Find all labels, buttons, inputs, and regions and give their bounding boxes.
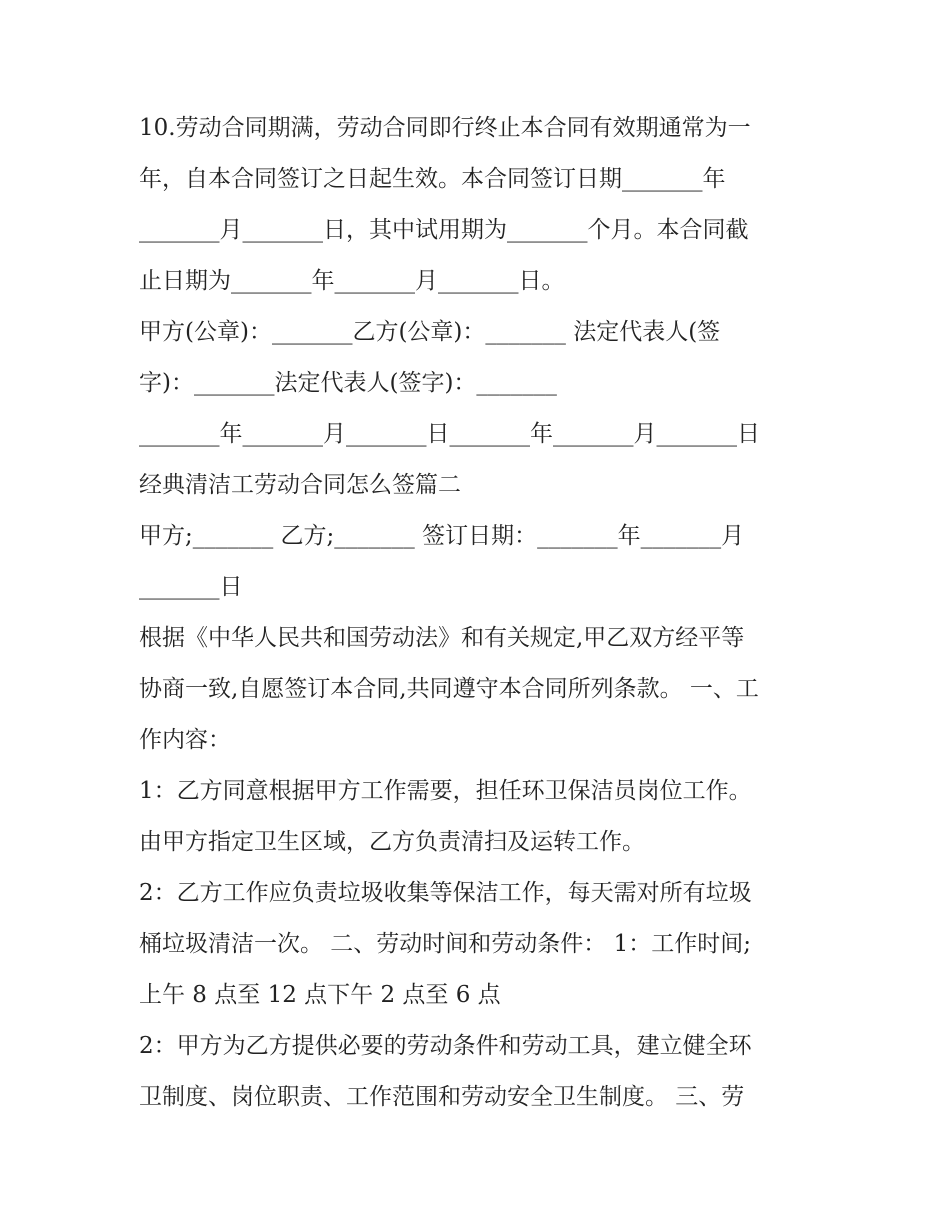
text-line: 甲方;_______ 乙方;_______ 签订日期：_______年_______月 bbox=[139, 523, 745, 549]
text-line: 2：甲方为乙方提供必要的劳动条件和劳动工具，建立健全环 bbox=[139, 1033, 752, 1059]
section-heading: 经典清洁工劳动合同怎么签篇二 bbox=[139, 472, 461, 498]
text-line: _______年_______月_______日_______年_______月_______日 bbox=[139, 421, 760, 447]
text-line: 桶垃圾清洁一次。 二、劳动时间和劳动条件： 1：工作时间; bbox=[139, 931, 752, 957]
text-line: 止日期为_______年_______月_______日。 bbox=[139, 268, 565, 294]
text-line: _______月_______日，其中试用期为_______个月。本合同截 bbox=[139, 217, 749, 243]
text-line: 甲方(公章)：_______乙方(公章)：_______ 法定代表人(签 bbox=[139, 319, 721, 345]
text-line: 卫制度、岗位职责、工作范围和劳动安全卫生制度。 三、劳 bbox=[139, 1084, 745, 1110]
text-line: 字)：_______法定代表人(签字)：_______ bbox=[139, 370, 557, 396]
text-line: 作内容： bbox=[139, 727, 231, 753]
text-line: 年，自本合同签订之日起生效。本合同签订日期_______年 bbox=[139, 166, 726, 192]
text-line: 上午 8 点至 12 点下午 2 点至 6 点 bbox=[139, 982, 501, 1008]
text-line: _______日 bbox=[139, 574, 243, 600]
text-line: 2：乙方工作应负责垃圾收集等保洁工作，每天需对所有垃圾 bbox=[139, 880, 752, 906]
text-line: 根据《中华人民共和国劳动法》和有关规定,甲乙双方经平等 bbox=[139, 625, 745, 651]
text-line: 10.劳动合同期满，劳动合同即行终止本合同有效期通常为一 bbox=[139, 115, 751, 141]
text-line: 由甲方指定卫生区域，乙方负责清扫及运转工作。 bbox=[139, 829, 645, 855]
text-line: 协商一致,自愿签订本合同,共同遵守本合同所列条款。 一、工 bbox=[139, 676, 759, 702]
text-line: 1：乙方同意根据甲方工作需要，担任环卫保洁员岗位工作。 bbox=[139, 778, 752, 804]
